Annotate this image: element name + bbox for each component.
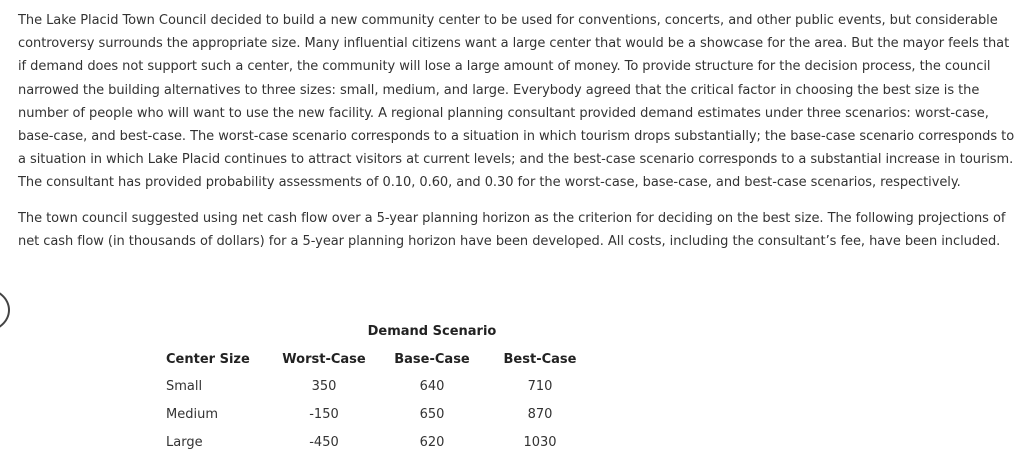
table-row — [160, 373, 594, 401]
paragraph-intro: The Lake Placid Town Council decided to build a new community center to be used for conventions, concerts, and other public events, but considerable controversy surrounds the appropriate size. Many influential citizens want a large center that would be a showcase for the area. But the mayor feels that if demand does not support such a center, the community will lose a large amount of money. To provide structure for the decision process, the council narrowed the building alternatives to three sizes: small, medium, and large. Everybody agreed that the critical factor in choosing the best size is the number of people who will want to use the new facility. A regional planning consultant provided demand estimates under three scenarios: worst-case, base-case, and best-case. The worst-case scenario corresponds to a situation in which tourism drops substantially; the base-case scenario corresponds to a situation in which Lake Placid continues to attract visitors at current levels; and the best-case scenario corresponds to a substantial increase in tourism. The consultant has provided probability assessments of 0.10, 0.60, and 0.30 for the worst-case, base-case, and best-case scenarios, respectively. — [18, 13, 1015, 191]
problem-text — [18, 9, 1018, 253]
table-group-header-row — [160, 318, 594, 346]
cell-worst-case: 350 — [311, 379, 337, 395]
cell-base-case: 640 — [419, 379, 445, 395]
cell-base-case: 650 — [419, 407, 445, 423]
scroll-handle-arc — [0, 288, 10, 332]
table-corner-cell — [160, 318, 270, 346]
header-worst-case: Worst-Case — [282, 351, 366, 367]
demand-scenario-header: Demand Scenario — [367, 324, 497, 340]
cell-worst-case: -450 — [309, 434, 339, 450]
header-center-size: Center Size — [166, 351, 250, 367]
row-label: Medium — [166, 407, 218, 423]
cash-flow-table — [160, 318, 594, 456]
table-header-row — [160, 346, 594, 374]
cell-worst-case: -150 — [309, 407, 339, 423]
header-base-case: Base-Case — [394, 351, 470, 367]
header-best-case: Best-Case — [503, 351, 577, 367]
cell-best-case: 1030 — [523, 434, 557, 450]
table-row — [160, 428, 594, 456]
paragraph-criterion: The town council suggested using net cash flow over a 5-year planning horizon as the criterion for deciding on the best size. The following projections of net cash flow (in thousands of dollars) for a 5-year planning horizon have been developed. All costs, including the consultant’s fee, have been included. — [18, 210, 1006, 249]
row-label: Small — [166, 379, 203, 395]
cell-base-case: 620 — [419, 434, 445, 450]
table-row — [160, 401, 594, 429]
row-label: Large — [166, 434, 203, 450]
cell-best-case: 710 — [527, 379, 553, 395]
cell-best-case: 870 — [527, 407, 553, 423]
